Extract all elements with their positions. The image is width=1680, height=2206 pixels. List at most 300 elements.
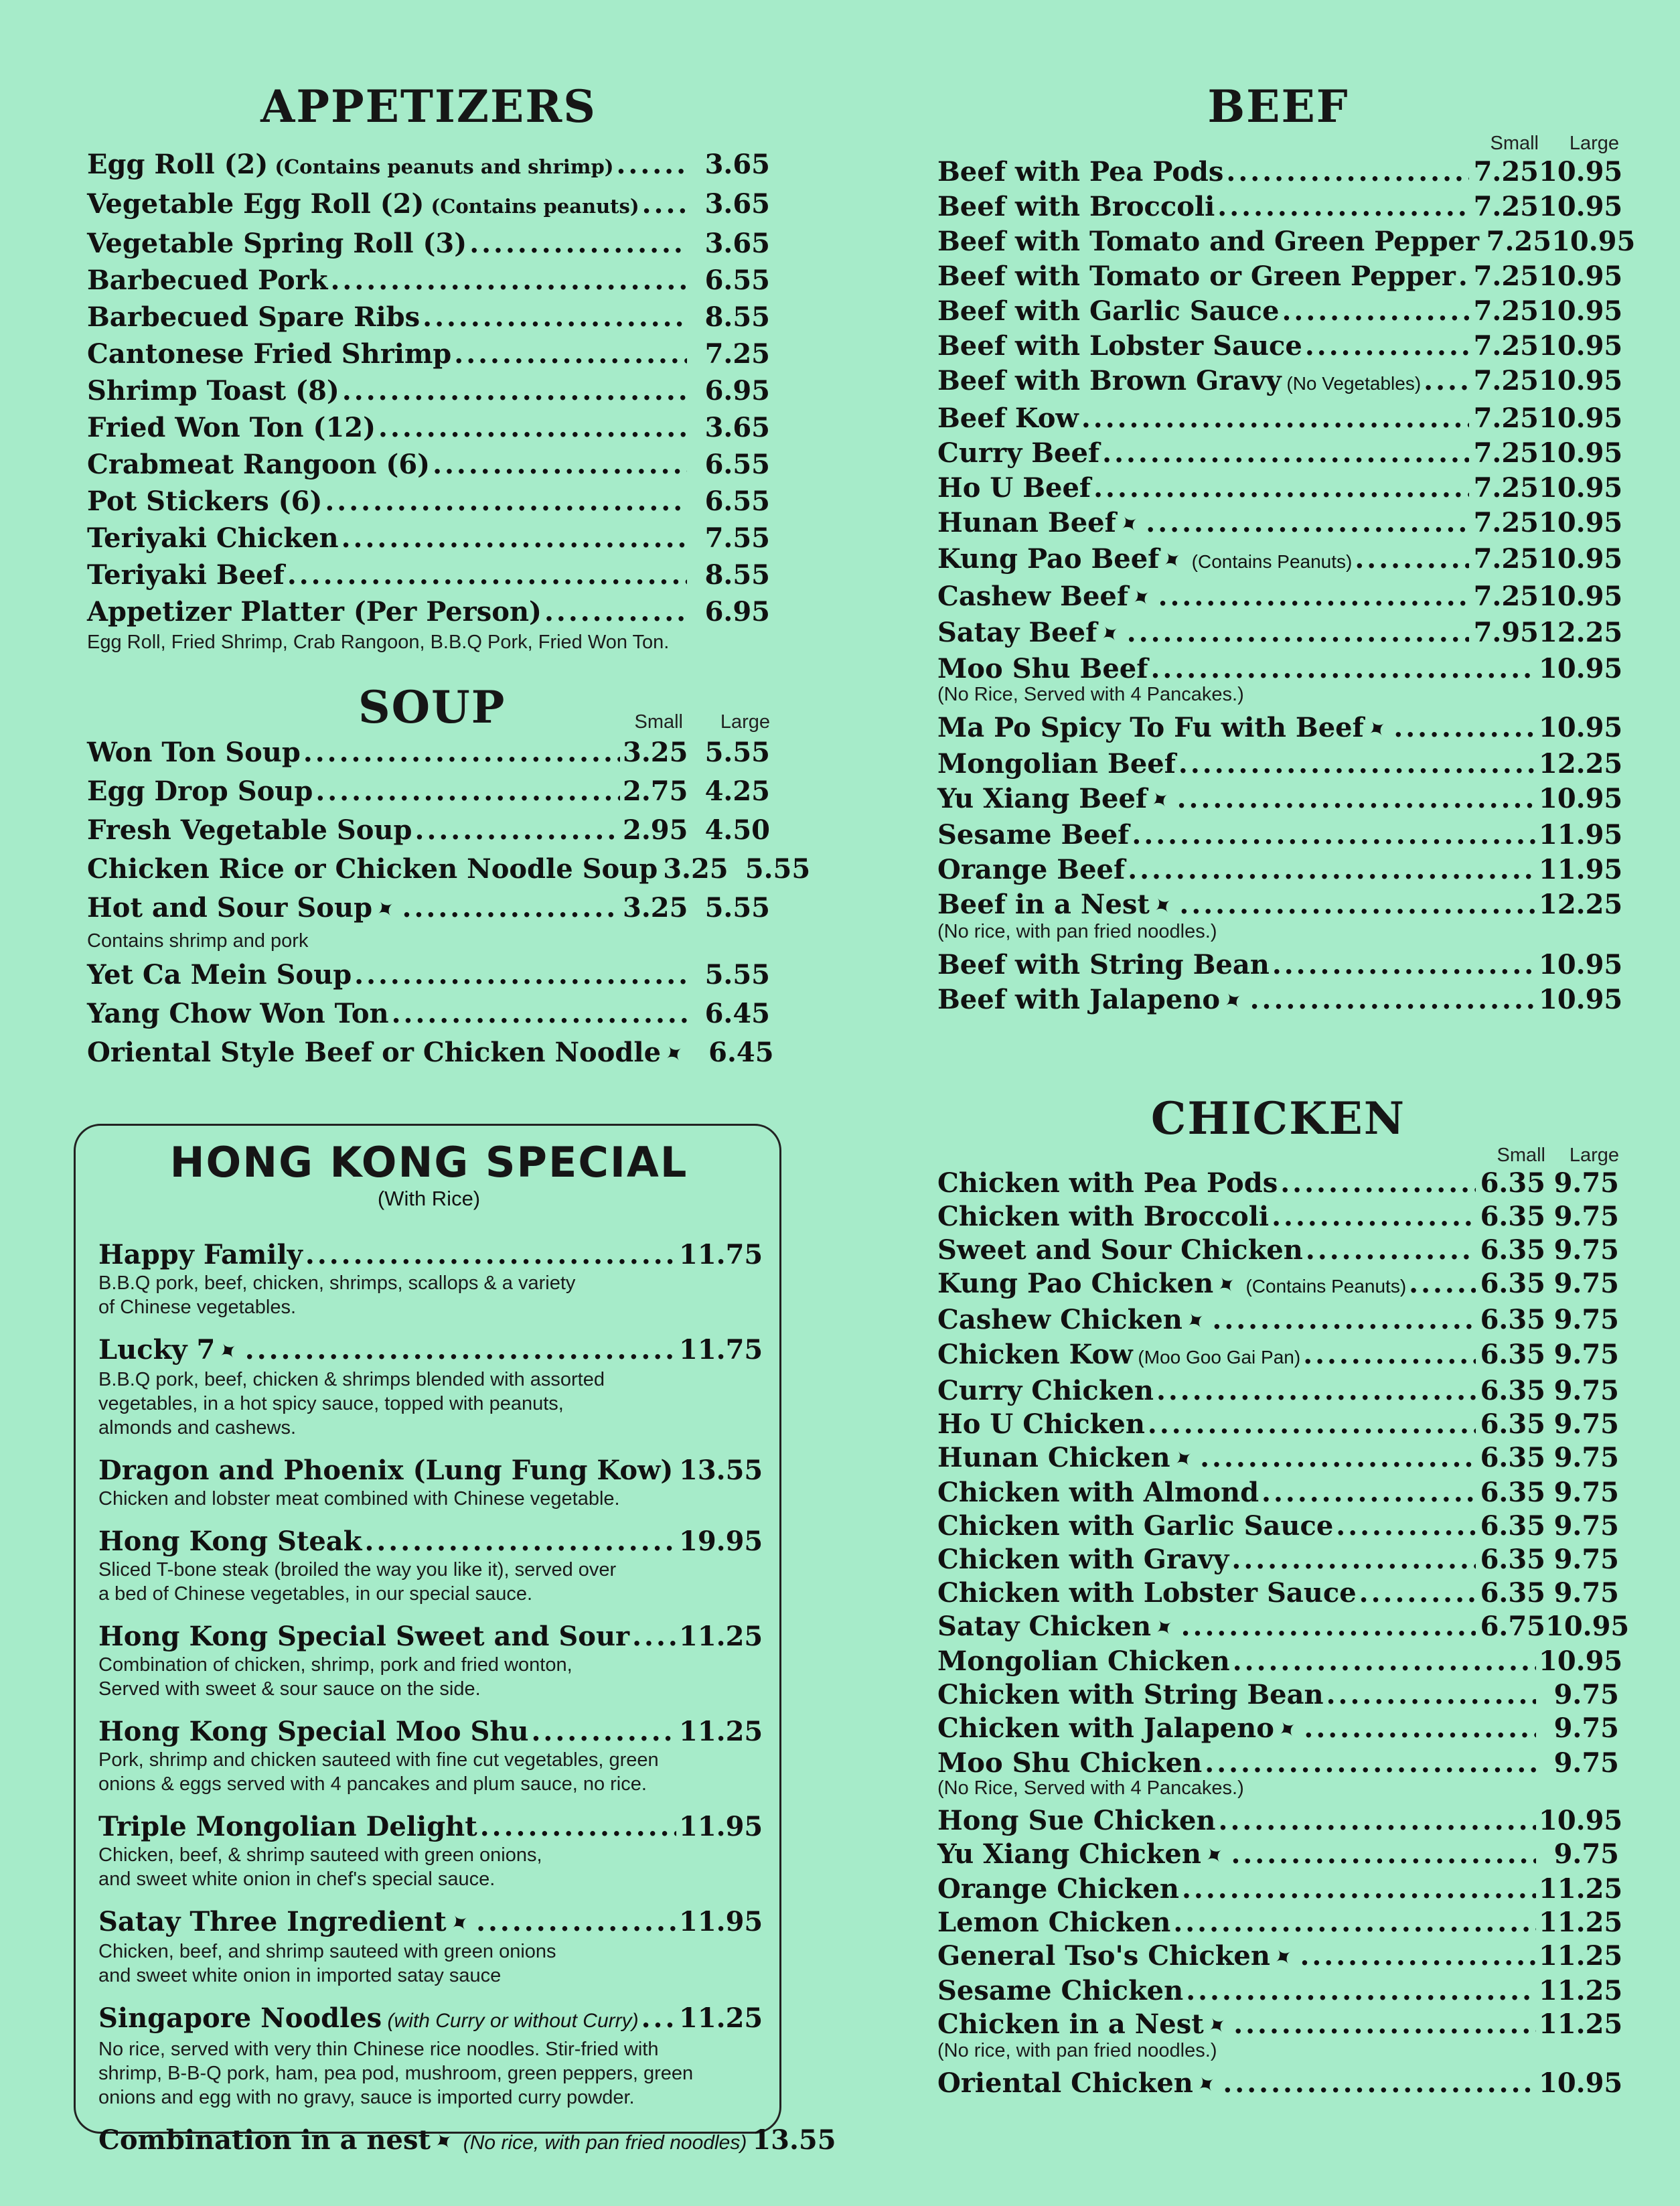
item-name: [98, 1811, 477, 1843]
menu-entry: [937, 747, 1623, 782]
menu-item: [937, 1678, 1619, 1712]
item-name-text: Egg Drop Soup: [87, 776, 313, 807]
menu-entry: [937, 1712, 1619, 1747]
dot-leader: [1179, 887, 1536, 922]
menu-item: [937, 1303, 1619, 1338]
price-small: 7.25: [1473, 261, 1539, 292]
price: 3.65: [704, 188, 770, 220]
menu-item: [937, 471, 1623, 506]
hong-kong-special-box: [74, 1124, 836, 2158]
menu-entry: [937, 364, 1623, 401]
item-name-text: Moo Shu Chicken: [937, 1747, 1203, 1779]
item-description: Sliced T-bone steak (broiled the way you like it), served over a bed of Chinese vegetables, in our special sauce.: [98, 1559, 617, 1605]
dot-leader: [1409, 1267, 1476, 1301]
item-note: (Contains peanuts): [424, 195, 639, 218]
price-large: 4.50: [704, 814, 770, 846]
dot-leader: [1093, 471, 1469, 506]
menu-item: [937, 1267, 1619, 1303]
item-name-text: Satay Chicken: [937, 1611, 1152, 1642]
dot-leader: [1127, 615, 1469, 650]
menu-item: [87, 372, 770, 409]
price-small: 6.75: [1480, 1611, 1545, 1642]
menu-entry: [98, 1526, 763, 1606]
price: 11.95: [1539, 819, 1623, 851]
item-name: [87, 146, 613, 186]
chicken-section: [937, 1092, 1630, 2102]
menu-entry: [87, 593, 770, 630]
menu-item: [87, 889, 770, 929]
price: 11.25: [679, 1621, 763, 1652]
price-large: 9.75: [1553, 1577, 1619, 1609]
menu-item: [937, 579, 1623, 615]
item-name-text: Ho U Chicken: [937, 1408, 1145, 1440]
dot-leader: [1306, 1234, 1476, 1267]
item-name-text: Ma Po Spicy To Fu with Beef: [937, 712, 1364, 743]
item-name-text: Beef with Pea Pods: [937, 156, 1224, 188]
item-name: [937, 1576, 1357, 1610]
menu-item: [937, 1167, 1619, 1200]
price-large: 9.75: [1553, 1477, 1619, 1508]
item-name-text: Chicken with Broccoli: [937, 1201, 1270, 1232]
price: 6.55: [704, 486, 770, 517]
item-name-text: Beef with Brown Gravy: [937, 365, 1282, 396]
item-name-text: Hunan Beef: [937, 507, 1116, 538]
chili-pepper-icon: ✦: [1148, 889, 1179, 923]
menu-entry: [937, 1200, 1619, 1234]
soup-header: [87, 681, 770, 733]
price: 19.95: [679, 1526, 763, 1557]
item-name: [87, 956, 352, 995]
dot-leader: [1102, 436, 1469, 471]
menu-item: [87, 483, 770, 520]
price-small: 6.35: [1480, 1477, 1545, 1508]
price-small: 7.95: [1473, 617, 1539, 648]
item-name: [87, 889, 400, 929]
chili-pepper-icon: ✦: [213, 1335, 244, 1368]
price-large: 10.95: [1539, 261, 1623, 292]
item-name-text: Cashew Chicken: [937, 1304, 1182, 1335]
dot-leader: [641, 2002, 676, 2035]
price: 10.95: [1539, 984, 1623, 1015]
item-name: [937, 1939, 1300, 1974]
item-name-text: Beef with Broccoli: [937, 191, 1215, 222]
dot-leader: [532, 1716, 677, 1748]
price-small: 7.25: [1473, 402, 1539, 434]
item-name: [937, 1374, 1154, 1408]
menu-entry: [937, 1804, 1623, 1838]
price: 11.25: [1539, 1975, 1623, 2006]
dot-leader: [354, 956, 687, 995]
price-small: 7.25: [1473, 437, 1539, 469]
item-name: [87, 446, 430, 483]
item-name: [937, 1610, 1178, 1645]
item-name-text: Sesame Beef: [937, 819, 1130, 851]
menu-entry: [87, 483, 770, 520]
price: 6.45: [704, 998, 770, 1029]
price: 6.55: [704, 265, 770, 296]
menu-item: [937, 506, 1623, 542]
menu-entry: [937, 1338, 1619, 1374]
menu-entry: [937, 155, 1623, 190]
item-name-text: Curry Beef: [937, 437, 1100, 469]
item-name: [87, 225, 467, 262]
menu-item: [87, 995, 770, 1033]
chili-pepper-icon: ✦: [1157, 544, 1189, 577]
price-large: 5.55: [704, 892, 770, 924]
menu-item: [937, 1906, 1623, 1939]
price: 11.25: [679, 2002, 763, 2034]
item-name-text: Teriyaki Chicken: [87, 522, 339, 554]
item-name-text: Cantonese Fried Shrimp: [87, 338, 452, 370]
price-small: 7.25: [1473, 295, 1539, 327]
item-name: [937, 364, 1421, 401]
menu-item: [937, 1872, 1623, 1906]
menu-entry: [937, 579, 1623, 615]
item-name-text: Beef with String Bean: [937, 949, 1270, 980]
item-name: [937, 818, 1129, 853]
menu-item: [937, 782, 1623, 818]
dot-leader: [378, 409, 687, 446]
item-name-text: Curry Chicken: [937, 1375, 1154, 1406]
item-name: [937, 471, 1091, 506]
menu-item: [937, 1645, 1623, 1678]
menu-item: [98, 1621, 763, 1653]
menu-entry: [937, 818, 1623, 853]
menu-item: [87, 772, 770, 811]
item-name: [98, 1621, 629, 1653]
dot-leader: [1424, 364, 1469, 398]
dot-leader: [1212, 1303, 1476, 1337]
item-name: [87, 262, 327, 299]
dot-leader: [1231, 1838, 1536, 1871]
dot-leader: [616, 146, 687, 183]
price: 6.95: [704, 375, 770, 407]
dot-leader: [1150, 652, 1536, 686]
item-name-text: Beef with Garlic Sauce: [937, 295, 1280, 327]
menu-item: [937, 542, 1623, 579]
price-small: 3.25: [663, 853, 729, 885]
price-small: 6.35: [1480, 1304, 1545, 1335]
item-name: [937, 1872, 1179, 1906]
chili-pepper-icon: ✦: [1095, 617, 1126, 651]
price-small: 7.25: [1473, 330, 1539, 362]
chili-pepper-icon: ✦: [1361, 713, 1393, 746]
item-name-text: Hunan Chicken: [937, 1442, 1170, 1473]
item-name: [98, 2002, 639, 2037]
menu-item: [937, 1510, 1619, 1543]
price-large: 10.95: [1551, 226, 1636, 257]
price-small: 7.25: [1486, 226, 1552, 257]
dot-leader: [1177, 782, 1536, 816]
menu-entry: [937, 224, 1636, 259]
price-small: 3.25: [623, 892, 688, 924]
price-large: 9.75: [1553, 1408, 1619, 1440]
menu-entry: [937, 1610, 1630, 1645]
price: 8.55: [704, 301, 770, 333]
price-large: 10.95: [1539, 402, 1623, 434]
dot-leader: [1186, 1974, 1536, 2008]
price: 11.25: [1539, 1873, 1623, 1905]
menu-entry: [937, 1267, 1619, 1303]
item-name: [98, 1334, 242, 1368]
item-name-text: Beef in a Nest: [937, 889, 1150, 920]
hong-kong-special-heading: HONG KONG SPECIAL: [169, 1138, 688, 1187]
menu-entry: [937, 1872, 1623, 1906]
menu-item: [87, 146, 770, 186]
item-name-text: Chicken Kow: [937, 1339, 1133, 1370]
dot-leader: [1233, 2008, 1536, 2041]
item-name-text: Hong Kong Steak: [98, 1526, 362, 1557]
item-description: (No Rice, Served with 4 Pancakes.): [937, 1777, 1244, 1799]
dot-leader: [1359, 1576, 1476, 1610]
menu-item: [937, 401, 1623, 436]
menu-item: [937, 652, 1623, 686]
price-large: 10.95: [1539, 295, 1623, 327]
item-name-text: Beef with Jalapeno: [937, 984, 1221, 1015]
menu-entry: [937, 436, 1623, 471]
soup-list: [87, 733, 811, 1074]
menu-item: [937, 1441, 1619, 1476]
menu-item: [937, 747, 1623, 782]
menu-item: [98, 1455, 763, 1487]
item-name: [98, 1239, 303, 1271]
chili-pepper-icon: ✦: [1180, 1305, 1212, 1338]
small-label: Small: [1490, 133, 1539, 154]
dot-leader: [1233, 1645, 1536, 1678]
menu-item: [87, 520, 770, 557]
item-name: [937, 1510, 1333, 1543]
item-name: [937, 155, 1223, 190]
item-name: [937, 1476, 1259, 1510]
price: 3.65: [704, 149, 770, 180]
dot-leader: [325, 483, 687, 520]
price-large: 9.75: [1553, 1234, 1619, 1266]
item-name-text: Chicken in a Nest: [937, 2008, 1204, 2040]
price-small: 6.35: [1480, 1442, 1545, 1473]
dot-leader: [364, 1526, 676, 1558]
menu-item: [87, 446, 770, 483]
menu-entry: [937, 190, 1623, 224]
dot-leader: [1226, 155, 1469, 190]
menu-entry: [937, 1374, 1619, 1408]
menu-item: [937, 2067, 1623, 2102]
soup-section: [87, 681, 811, 1074]
price-large: 10.95: [1539, 472, 1623, 504]
price-small: 6.35: [1480, 1577, 1545, 1609]
price-large: 12.25: [1539, 617, 1623, 648]
price-small: 2.75: [623, 776, 688, 807]
price: 11.25: [1539, 2008, 1623, 2040]
dot-leader: [1223, 2067, 1536, 2100]
price-large: 10.95: [1539, 365, 1623, 396]
item-name: [937, 542, 1352, 579]
item-name-text: Chicken with Gravy: [937, 1544, 1229, 1575]
menu-item: [937, 1712, 1619, 1747]
item-name-text: Sesame Chicken: [937, 1975, 1184, 2006]
dot-leader: [1262, 1476, 1476, 1510]
price-large: 9.75: [1553, 1339, 1619, 1370]
menu-entry: [937, 1543, 1619, 1576]
price: 10.95: [1539, 712, 1623, 743]
dot-leader: [1282, 294, 1469, 329]
menu-entry: [87, 772, 770, 811]
price: 6.45: [708, 1037, 774, 1068]
dot-leader: [1081, 401, 1469, 436]
price: 9.75: [1553, 1679, 1619, 1710]
item-name: [98, 1455, 673, 1487]
menu-entry: [87, 409, 770, 446]
menu-item: [87, 225, 770, 262]
price-large: 10.95: [1539, 191, 1623, 222]
item-name-text: Chicken with Pea Pods: [937, 1167, 1278, 1199]
item-name: [937, 259, 1456, 294]
item-note: (with Curry or without Curry): [382, 2010, 639, 2032]
menu-item: [937, 1576, 1619, 1610]
item-name-text: Vegetable Spring Roll (3): [87, 228, 467, 259]
dot-leader: [1336, 1510, 1476, 1543]
price: 3.65: [704, 412, 770, 443]
menu-item: [87, 299, 770, 336]
chili-pepper-icon: ✦: [444, 1907, 475, 1940]
item-name: [87, 186, 639, 225]
item-note: (Moo Goo Gai Pan): [1132, 1347, 1301, 1368]
menu-entry: [937, 615, 1623, 652]
menu-entry: [937, 329, 1623, 364]
price: 5.55: [704, 959, 770, 990]
menu-entry: [937, 401, 1623, 436]
dot-leader: [476, 1906, 676, 1938]
item-description: (No rice, with pan fried noodles.): [937, 2040, 1217, 2061]
item-name-text: Egg Roll (2): [87, 149, 269, 180]
menu-item: [87, 593, 770, 630]
dot-leader: [1178, 747, 1536, 782]
menu-entry: [937, 1167, 1619, 1200]
dot-leader: [1393, 711, 1536, 745]
item-name-text: Chicken with Garlic Sauce: [937, 1510, 1334, 1542]
dot-leader: [1182, 1872, 1536, 1906]
item-name: [937, 1408, 1145, 1441]
chili-pepper-icon: ✦: [1268, 1941, 1300, 1974]
menu-item: [937, 1200, 1619, 1234]
menu-item: [937, 1974, 1623, 2008]
dot-leader: [544, 593, 687, 630]
menu-item: [937, 1408, 1619, 1441]
dot-leader: [1272, 948, 1536, 982]
large-label: Large: [1569, 133, 1619, 154]
price: 9.75: [1553, 1838, 1619, 1870]
item-description: Chicken, beef, & shrimp sauteed with green onions, and sweet white onion in chef's special sauce.: [98, 1844, 542, 1890]
chicken-list: [937, 1167, 1630, 2102]
menu-entry: [937, 1303, 1619, 1338]
menu-entry: [87, 557, 770, 593]
price-large: 9.75: [1553, 1544, 1619, 1575]
menu-entry: [937, 2008, 1623, 2063]
menu-entry: [98, 1621, 763, 1701]
price-large: 10.95: [1539, 581, 1623, 612]
item-note: (Contains peanuts and shrimp): [268, 155, 614, 178]
item-name-text: Chicken Rice or Chicken Noodle Soup: [87, 853, 658, 885]
item-name: [937, 190, 1215, 224]
chicken-heading: CHICKEN: [1150, 1092, 1406, 1145]
item-name: [937, 782, 1174, 818]
dot-leader: [341, 520, 687, 557]
chili-pepper-icon: ✦: [1191, 2068, 1223, 2102]
dot-leader: [423, 299, 687, 336]
menu-entry: [937, 982, 1623, 1019]
item-name: [87, 850, 658, 889]
chili-pepper-icon: ✦: [1272, 1713, 1304, 1747]
item-name: [98, 1716, 529, 1748]
item-note: (No rice, with pan fried noodles): [457, 2132, 747, 2154]
menu-entry: [937, 1234, 1619, 1267]
menu-entry: [87, 956, 770, 995]
dot-leader: [392, 995, 687, 1033]
price: 7.55: [704, 522, 770, 554]
price: 10.95: [1539, 1805, 1623, 1836]
dot-leader: [433, 446, 687, 483]
item-name-text: Orange Chicken: [937, 1873, 1179, 1905]
item-name-text: Fresh Vegetable Soup: [87, 814, 412, 846]
small-label: Small: [1497, 1145, 1545, 1166]
menu-entry: [87, 889, 770, 953]
menu-entry: [937, 506, 1623, 542]
left-column: [87, 80, 811, 1074]
appetizers-list: [87, 146, 770, 630]
menu-entry: [87, 995, 770, 1033]
price: 10.95: [1539, 783, 1623, 814]
menu-item: [937, 818, 1623, 853]
item-name-text: Lemon Chicken: [937, 1907, 1171, 1938]
item-name: [98, 2124, 747, 2159]
price: 11.95: [1539, 854, 1623, 885]
dot-leader: [1280, 1167, 1476, 1200]
menu-item: [937, 1804, 1623, 1838]
dot-leader: [1326, 1678, 1536, 1712]
item-description: B.B.Q pork, beef, chicken, shrimps, scallops & a variety of Chinese vegetables.: [98, 1272, 576, 1318]
price: 11.95: [679, 1811, 763, 1842]
price-small: 6.35: [1480, 1234, 1545, 1266]
item-note: (No Vegetables): [1281, 373, 1422, 394]
item-name: [937, 1167, 1278, 1200]
menu-entry: [937, 471, 1623, 506]
item-name-text: Chicken with String Bean: [937, 1679, 1324, 1710]
menu-item: [937, 1747, 1619, 1780]
price: 6.95: [704, 596, 770, 628]
price-large: 9.75: [1553, 1268, 1619, 1299]
menu-entry: [937, 887, 1623, 944]
item-name-text: Oriental Chicken: [937, 2067, 1193, 2099]
menu-item: [937, 190, 1623, 224]
item-name-text: Sweet and Sour Chicken: [937, 1234, 1303, 1266]
item-name: [937, 506, 1146, 542]
item-name: [937, 2008, 1231, 2043]
price: 9.75: [1553, 1747, 1619, 1779]
menu-item: [87, 186, 770, 225]
item-name-text: Cashew Beef: [937, 581, 1129, 612]
chili-pepper-icon: ✦: [1211, 1268, 1243, 1302]
dot-leader: [303, 733, 620, 772]
price-small: 6.35: [1480, 1408, 1545, 1440]
chili-pepper-icon: ✦: [1114, 508, 1146, 541]
price-small: 6.35: [1480, 1339, 1545, 1370]
menu-entry: [937, 1576, 1619, 1610]
item-name: [87, 772, 313, 811]
menu-item: [937, 294, 1623, 329]
dot-leader: [480, 1811, 676, 1843]
price: 10.95: [1539, 2067, 1623, 2099]
menu-entry: [937, 542, 1623, 579]
dot-leader: [1305, 329, 1469, 364]
